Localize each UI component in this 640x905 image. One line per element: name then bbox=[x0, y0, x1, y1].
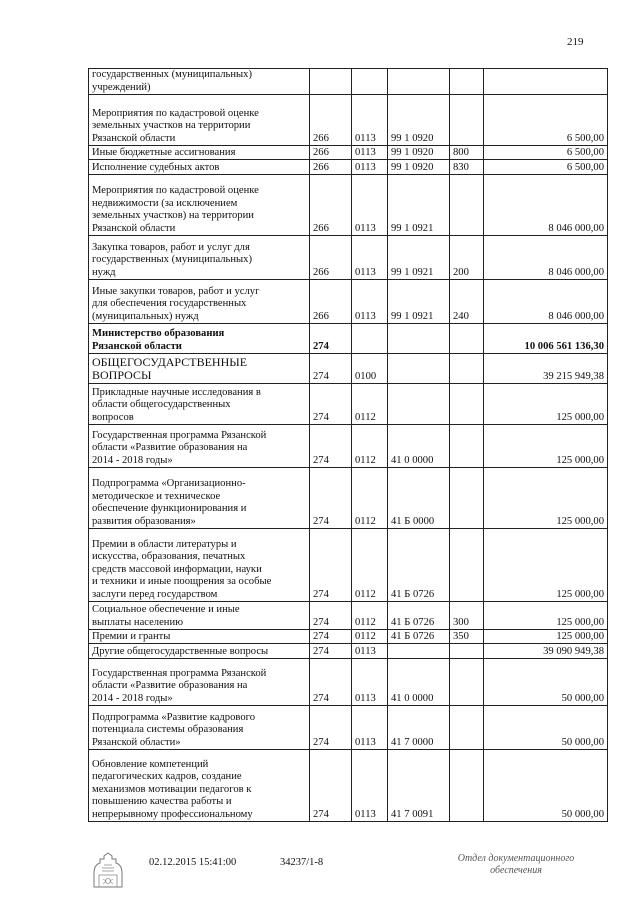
cell-ved: 274 bbox=[310, 324, 352, 354]
cell-rz: 0100 bbox=[352, 354, 388, 384]
cell-name-line: Социальное обеспечение и иные bbox=[92, 604, 240, 616]
cell-name-line: и техники и иные поощрения за особые bbox=[92, 576, 272, 588]
cell-name-line: повышению качества работы и bbox=[92, 796, 232, 808]
cell-ved: 274 bbox=[310, 659, 352, 706]
cell-name bbox=[89, 659, 310, 706]
cell-rz: 0113 bbox=[352, 659, 388, 706]
cell-name bbox=[89, 354, 310, 384]
cell-rz: 0113 bbox=[352, 146, 388, 160]
cell-name-line: Рязанской области bbox=[92, 222, 176, 234]
cell-rz: 0113 bbox=[352, 236, 388, 280]
table-row bbox=[89, 354, 608, 384]
coat-of-arms-emblem bbox=[90, 851, 126, 889]
cell-ved: 274 bbox=[310, 750, 352, 822]
cell-name-line: 2014 - 2018 годы» bbox=[92, 454, 173, 466]
cell-csr: 99 1 0920 bbox=[388, 146, 450, 160]
cell-name-line: Рязанской области bbox=[92, 340, 182, 352]
table-row bbox=[89, 706, 608, 750]
cell-ved: 266 bbox=[310, 146, 352, 160]
cell-name-line: развития образования» bbox=[92, 515, 196, 527]
stamp-line-2: обеспечения bbox=[490, 865, 542, 876]
cell-csr bbox=[388, 354, 450, 384]
cell-rz bbox=[352, 324, 388, 354]
cell-name-line: Подпрограмма «Организационно- bbox=[92, 478, 246, 490]
cell-name bbox=[89, 706, 310, 750]
cell-ved: 274 bbox=[310, 384, 352, 425]
cell-rz: 0112 bbox=[352, 384, 388, 425]
cell-csr: 99 1 0920 bbox=[388, 160, 450, 175]
cell-name-line: Премии и гранты bbox=[92, 630, 171, 642]
cell-csr: 99 1 0921 bbox=[388, 280, 450, 324]
cell-name-line: Рязанской области bbox=[92, 132, 176, 144]
cell-name bbox=[89, 468, 310, 529]
cell-vr bbox=[450, 750, 484, 822]
cell-name bbox=[89, 384, 310, 425]
cell-name-line: обеспечение функционирования и bbox=[92, 503, 247, 515]
cell-sum: 39 090 949,38 bbox=[484, 644, 608, 659]
cell-vr bbox=[450, 324, 484, 354]
cell-sum: 8 046 000,00 bbox=[484, 175, 608, 236]
cell-csr: 41 0 0000 bbox=[388, 425, 450, 468]
cell-ved bbox=[310, 69, 352, 95]
footer-timestamp: 02.12.2015 15:41:00 bbox=[149, 857, 237, 868]
cell-name-line: Рязанской области» bbox=[92, 736, 181, 748]
cell-ved: 266 bbox=[310, 175, 352, 236]
table-row bbox=[89, 324, 608, 354]
page-number: 219 bbox=[567, 36, 584, 48]
cell-rz: 0112 bbox=[352, 425, 388, 468]
cell-csr: 99 1 0921 bbox=[388, 175, 450, 236]
cell-vr bbox=[450, 384, 484, 425]
cell-ved: 274 bbox=[310, 354, 352, 384]
cell-name-line: методическое и техническое bbox=[92, 490, 221, 502]
cell-vr: 800 bbox=[450, 146, 484, 160]
cell-name bbox=[89, 630, 310, 644]
cell-sum: 125 000,00 bbox=[484, 384, 608, 425]
cell-sum: 6 500,00 bbox=[484, 95, 608, 146]
cell-name-line: Государственная программа Рязанской bbox=[92, 667, 267, 679]
cell-name-line: для обеспечения государственных bbox=[92, 298, 247, 310]
cell-ved: 274 bbox=[310, 468, 352, 529]
cell-name-line: Иные закупки товаров, работ и услуг bbox=[92, 285, 260, 297]
table-row bbox=[89, 750, 608, 822]
cell-name bbox=[89, 95, 310, 146]
cell-vr: 350 bbox=[450, 630, 484, 644]
cell-name-line: государственных (муниципальных) bbox=[92, 254, 252, 266]
cell-sum: 50 000,00 bbox=[484, 750, 608, 822]
cell-name-line: непрерывному профессиональному bbox=[92, 808, 253, 820]
cell-name-line: Другие общегосударственные вопросы bbox=[92, 645, 269, 657]
table-row bbox=[89, 160, 608, 175]
cell-name-line: Министерство образования bbox=[92, 328, 225, 340]
cell-sum: 125 000,00 bbox=[484, 425, 608, 468]
department-stamp bbox=[436, 853, 596, 877]
cell-name-line: ОБЩЕГОСУДАРСТВЕННЫЕ bbox=[92, 354, 248, 369]
budget-table bbox=[88, 68, 608, 822]
cell-name-line: ВОПРОСЫ bbox=[92, 368, 152, 383]
cell-name-line: Закупка товаров, работ и услуг для bbox=[92, 241, 250, 253]
cell-name-line: области общегосударственных bbox=[92, 399, 231, 411]
table-row bbox=[89, 69, 608, 95]
stamp-line-1: Отдел документационного bbox=[457, 853, 575, 864]
cell-csr: 41 Б 0726 bbox=[388, 630, 450, 644]
cell-csr: 41 Б 0726 bbox=[388, 529, 450, 602]
cell-csr: 99 1 0921 bbox=[388, 236, 450, 280]
cell-sum: 125 000,00 bbox=[484, 602, 608, 630]
cell-name-line: недвижимости (за исключением bbox=[92, 197, 238, 209]
cell-name-line: области «Развитие образования на bbox=[92, 442, 248, 454]
cell-rz: 0112 bbox=[352, 529, 388, 602]
cell-ved: 274 bbox=[310, 529, 352, 602]
cell-name bbox=[89, 175, 310, 236]
cell-sum: 125 000,00 bbox=[484, 468, 608, 529]
cell-rz: 0112 bbox=[352, 602, 388, 630]
cell-csr bbox=[388, 644, 450, 659]
cell-vr bbox=[450, 644, 484, 659]
cell-csr: 99 1 0920 bbox=[388, 95, 450, 146]
cell-ved: 274 bbox=[310, 630, 352, 644]
cell-vr bbox=[450, 95, 484, 146]
cell-ved: 266 bbox=[310, 160, 352, 175]
cell-ved: 266 bbox=[310, 280, 352, 324]
cell-sum: 50 000,00 bbox=[484, 706, 608, 750]
cell-name bbox=[89, 146, 310, 160]
cell-rz: 0112 bbox=[352, 630, 388, 644]
table-row bbox=[89, 95, 608, 146]
cell-sum: 39 215 949,38 bbox=[484, 354, 608, 384]
cell-csr bbox=[388, 384, 450, 425]
cell-name-line: Мероприятия по кадастровой оценке bbox=[92, 185, 259, 197]
table-row bbox=[89, 644, 608, 659]
cell-name-line: вопросов bbox=[92, 411, 134, 423]
cell-name-line: области «Развитие образования на bbox=[92, 680, 248, 692]
cell-sum: 125 000,00 bbox=[484, 630, 608, 644]
table-row bbox=[89, 175, 608, 236]
cell-ved: 274 bbox=[310, 425, 352, 468]
cell-rz: 0113 bbox=[352, 95, 388, 146]
cell-name bbox=[89, 236, 310, 280]
table-row bbox=[89, 425, 608, 468]
cell-vr: 300 bbox=[450, 602, 484, 630]
cell-name bbox=[89, 280, 310, 324]
cell-name-line: Иные бюджетные ассигнования bbox=[92, 146, 236, 158]
cell-sum bbox=[484, 69, 608, 95]
cell-name-line: механизмов мотивации педагогов к bbox=[92, 783, 252, 795]
cell-name-line: Исполнение судебных актов bbox=[92, 161, 220, 173]
cell-name-line: потенциала системы образования bbox=[92, 724, 244, 736]
cell-vr bbox=[450, 175, 484, 236]
cell-name bbox=[89, 324, 310, 354]
cell-vr bbox=[450, 69, 484, 95]
cell-sum: 50 000,00 bbox=[484, 659, 608, 706]
table-row bbox=[89, 659, 608, 706]
cell-rz: 0113 bbox=[352, 160, 388, 175]
cell-sum: 8 046 000,00 bbox=[484, 236, 608, 280]
cell-vr bbox=[450, 659, 484, 706]
cell-name-line: средств массовой информации, науки bbox=[92, 563, 262, 575]
cell-csr bbox=[388, 324, 450, 354]
cell-csr: 41 7 0091 bbox=[388, 750, 450, 822]
table-row bbox=[89, 529, 608, 602]
footer-document-code: 34237/1-8 bbox=[280, 857, 324, 868]
cell-name-line: Государственная программа Рязанской bbox=[92, 429, 267, 441]
cell-sum: 8 046 000,00 bbox=[484, 280, 608, 324]
cell-name-line: земельных участков на территории bbox=[92, 120, 251, 132]
cell-rz: 0112 bbox=[352, 468, 388, 529]
cell-vr: 200 bbox=[450, 236, 484, 280]
cell-sum: 125 000,00 bbox=[484, 529, 608, 602]
cell-csr: 41 Б 0000 bbox=[388, 468, 450, 529]
cell-rz: 0113 bbox=[352, 706, 388, 750]
cell-name bbox=[89, 750, 310, 822]
cell-vr: 240 bbox=[450, 280, 484, 324]
cell-vr bbox=[450, 354, 484, 384]
cell-ved: 274 bbox=[310, 706, 352, 750]
cell-name-line: Обновление компетенций bbox=[92, 758, 209, 770]
cell-name-line: Прикладные научные исследования в bbox=[92, 386, 261, 398]
cell-name-line: учреждений) bbox=[92, 81, 151, 93]
cell-name-line: Подпрограмма «Развитие кадрового bbox=[92, 711, 255, 723]
table-row bbox=[89, 236, 608, 280]
cell-name-line: нужд bbox=[92, 266, 116, 278]
cell-csr: 41 0 0000 bbox=[388, 659, 450, 706]
cell-name-line: выплаты населению bbox=[92, 616, 184, 628]
cell-name-line: Мероприятия по кадастровой оценке bbox=[92, 107, 259, 119]
table-row bbox=[89, 384, 608, 425]
table-row bbox=[89, 280, 608, 324]
cell-name bbox=[89, 160, 310, 175]
cell-name bbox=[89, 69, 310, 95]
cell-csr: 41 7 0000 bbox=[388, 706, 450, 750]
cell-csr bbox=[388, 69, 450, 95]
cell-vr bbox=[450, 425, 484, 468]
cell-rz: 0113 bbox=[352, 280, 388, 324]
table-row bbox=[89, 146, 608, 160]
cell-name-line: Премии в области литературы и bbox=[92, 538, 237, 550]
table-row bbox=[89, 468, 608, 529]
cell-vr bbox=[450, 468, 484, 529]
cell-name-line: искусства, образования, печатных bbox=[92, 551, 246, 563]
cell-name-line: 2014 - 2018 годы» bbox=[92, 692, 173, 704]
cell-rz: 0113 bbox=[352, 750, 388, 822]
cell-sum: 6 500,00 bbox=[484, 160, 608, 175]
cell-name bbox=[89, 602, 310, 630]
cell-ved: 266 bbox=[310, 95, 352, 146]
cell-rz bbox=[352, 69, 388, 95]
cell-vr: 830 bbox=[450, 160, 484, 175]
cell-rz: 0113 bbox=[352, 644, 388, 659]
cell-name bbox=[89, 425, 310, 468]
cell-name bbox=[89, 529, 310, 602]
cell-rz: 0113 bbox=[352, 175, 388, 236]
cell-ved: 274 bbox=[310, 602, 352, 630]
cell-name-line: государственных (муниципальных) bbox=[92, 69, 252, 81]
table-row bbox=[89, 630, 608, 644]
cell-ved: 266 bbox=[310, 236, 352, 280]
cell-ved: 274 bbox=[310, 644, 352, 659]
cell-vr bbox=[450, 706, 484, 750]
cell-name-line: педагогических кадров, создание bbox=[92, 771, 242, 783]
cell-sum: 10 006 561 136,30 bbox=[484, 324, 608, 354]
cell-name-line: (муниципальных) нужд bbox=[92, 310, 199, 322]
cell-name-line: заслуги перед государством bbox=[92, 588, 218, 600]
cell-vr bbox=[450, 529, 484, 602]
cell-name-line: земельных участков) на территории bbox=[92, 210, 254, 222]
table-row bbox=[89, 602, 608, 630]
cell-name bbox=[89, 644, 310, 659]
cell-csr: 41 Б 0726 bbox=[388, 602, 450, 630]
cell-sum: 6 500,00 bbox=[484, 146, 608, 160]
budget-table-body bbox=[89, 69, 608, 822]
